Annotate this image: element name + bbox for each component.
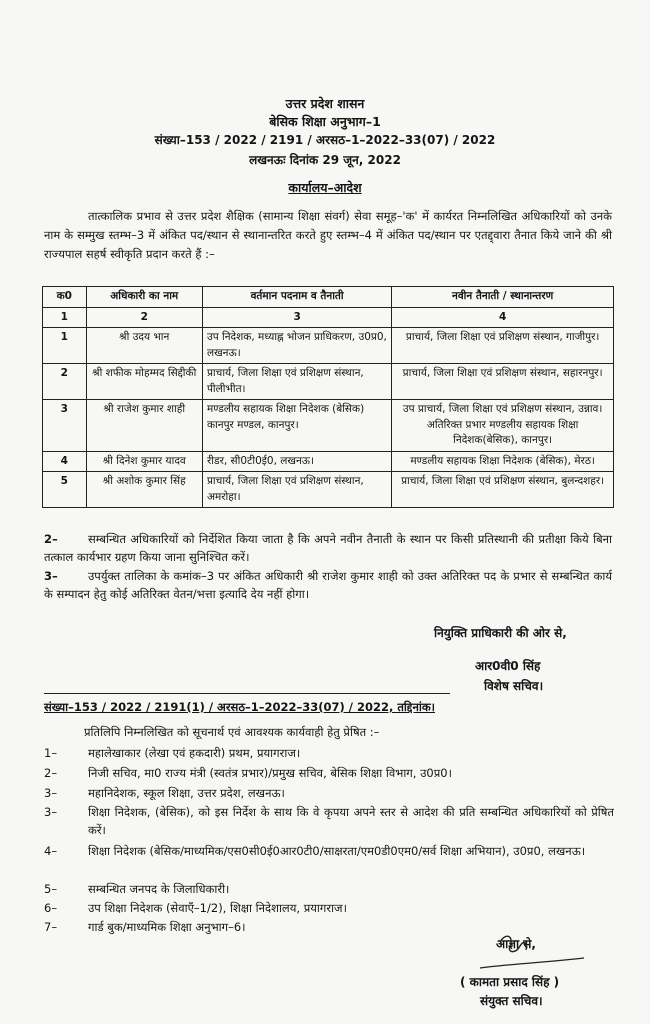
officer-name-cell: श्री अशोक कुमार सिंह [86, 472, 202, 508]
list-item-text: महानिदेशक, स्कूल शिक्षा, उत्तर प्रदेश, लखनऊ। [88, 786, 285, 800]
list-item-text: महालेखाकार (लेखा एवं हकदारी) प्रथम, प्रयागराज। [88, 746, 301, 760]
new-post-cell [392, 328, 614, 364]
list-item [44, 842, 614, 860]
list-item [44, 744, 614, 762]
list-item-text: शिक्षा निदेशक (बेसिक/माध्यमिक/एस0सी0ई0आर0टी0/साक्षरता/एम0डी0एम0/सर्व शिक्षा अभियान), उ0प्र0, लखनऊ। [88, 844, 586, 858]
additional-charge-text: अतिरिक्त प्रभार मण्डलीय सहायक शिक्षा निदेशक(बेसिक), कानपुर। [426, 418, 579, 446]
list-item-number: 6– [44, 901, 58, 915]
column-number: 1 [43, 307, 87, 328]
on-behalf-of-authority: नियुक्ति प्राधिकारी की ओर से, [434, 626, 567, 640]
new-post-text: मण्डलीय सहायक शिक्षा निदेशक (बेसिक), मेरठ। [410, 454, 595, 467]
copy-reference-number: संख्या–153 / 2022 / 2191(1) / अरसठ–1–2022–33(07) / 2022, तद्दिनांक। [44, 700, 436, 714]
issuing-government: उत्तर प्रदेश शासन [285, 96, 365, 111]
list-item-text: शिक्षा निदेशक, (बेसिक), को इस निर्देश के साथ कि वे कृपया अपने स्तर से आदेश की प्रति सम्बन्धित अधिकारियों को प्रेषित करें। [88, 805, 614, 837]
officer-name-cell: श्री राजेश कुमार शाही [86, 400, 202, 452]
handwritten-signature-icon [470, 920, 590, 975]
serial-cell: 2 [43, 364, 87, 400]
paragraph-3 [44, 567, 612, 603]
signatory-designation: विशेष सचिव। [484, 679, 544, 693]
current-post-cell: प्राचार्य, जिला शिक्षा एवं प्रशिक्षण संस्थान, अमरोहा। [202, 472, 391, 508]
issuing-section: बेसिक शिक्षा अनुभाग–1 [269, 114, 381, 129]
list-item-number: 3– [44, 786, 58, 800]
list-item-number: 5– [44, 882, 58, 896]
new-post-cell [392, 400, 614, 452]
transfer-table [42, 286, 614, 508]
signatory-name: आर0वी0 सिंह [475, 659, 541, 673]
column-number: 3 [202, 307, 391, 328]
column-number-row [43, 307, 614, 328]
closing-phrase: आज्ञा से, [496, 937, 536, 951]
column-number: 2 [86, 307, 202, 328]
officer-name-cell: श्री उदय भान [86, 328, 202, 364]
document-title: कार्यालय–आदेश [288, 180, 362, 195]
table-row [43, 451, 614, 472]
intro-paragraph: तात्कालिक प्रभाव से उत्तर प्रदेश शैक्षिक (सामान्य शिक्षा संवर्ग) सेवा समूह–'क' में कार्यरत निम्नलिखित अधिकारियों को उनके नाम के सम्मुख स्तम्भ–3 में अंकित पद/स्थान से स्थानान्तरित करते हुए स्तम्भ–4 में अंकित पद/स्थान पर एतद्द्वारा तैनात किये जाने की श्री राज्यपाल सहर्ष स्वीकृति प्रदान करते हैं :– [44, 209, 612, 261]
paragraph-2 [44, 530, 612, 566]
column-number: 4 [392, 307, 614, 328]
paragraph-number: 3– [44, 569, 58, 583]
header-serial: क0 [43, 287, 87, 308]
paragraph-number: 2– [44, 532, 58, 546]
list-item-text: निजी सचिव, मा0 राज्य मंत्री (स्वतंत्र प्रभार)/प्रमुख सचिव, बेसिक शिक्षा विभाग, उ0प्र0। [88, 766, 452, 780]
current-post-cell: रीडर, सी0टी0ई0, लखनऊ। [202, 451, 391, 472]
serial-cell: 4 [43, 451, 87, 472]
table-header-row [43, 287, 614, 308]
list-item-text: गार्ड बुक/माध्यमिक शिक्षा अनुभाग–6। [88, 920, 246, 934]
new-post-cell [392, 364, 614, 400]
paragraph-text: उपर्युक्त तालिका के कमांक–3 पर अंकित अधिकारी श्री राजेश कुमार शाही को उक्त अतिरिक्त पद के प्रभार से सम्बन्धित कार्य के सम्पादन हेतु कोई अतिरिक्त वेतन/भत्ता इत्यादि देय नहीं होगा। [44, 569, 612, 601]
table-row [43, 328, 614, 364]
list-item-number: 1– [44, 746, 58, 760]
list-item-number: 3– [44, 805, 58, 819]
new-post-text: प्राचार्य, जिला शिक्षा एवं प्रशिक्षण संस्थान, बुलन्दशहर। [401, 475, 605, 487]
list-item [44, 803, 614, 839]
list-item-text: उप शिक्षा निदेशक (सेवाएँ–1/2), शिक्षा निदेशालय, प्रयागराज। [88, 901, 347, 915]
reference-number: संख्या–153 / 2022 / 2191 / अरसठ–1–2022–33(07) / 2022 [154, 133, 496, 147]
serial-cell: 1 [43, 328, 87, 364]
table-row [43, 364, 614, 400]
list-item-number: 4– [44, 844, 58, 858]
joint-secretary-name: ( कामता प्रसाद सिंह ) [460, 975, 560, 989]
paragraph-text: सम्बन्धित अधिकारियों को निर्देशित किया जाता है कि अपने नवीन तैनाती के स्थान पर किसी प्रतिस्थानी की प्रतीक्षा किये बिना तत्काल कार्यभार ग्रहण किया जाना सुनिश्चित करें। [44, 532, 612, 564]
serial-cell: 5 [43, 472, 87, 508]
officer-name-cell: श्री दिनेश कुमार यादव [86, 451, 202, 472]
list-item [44, 899, 614, 917]
officer-name-cell: श्री शफीक मोहम्मद सिद्दीकी [86, 364, 202, 400]
section-divider [44, 693, 450, 694]
current-post-cell: प्राचार्य, जिला शिक्षा एवं प्रशिक्षण संस्थान, पीलीभीत। [202, 364, 391, 400]
new-post-text: उप प्राचार्य, जिला शिक्षा एवं प्रशिक्षण संस्थान, उन्नाव। [402, 403, 603, 415]
new-post-text: प्राचार्य, जिला शिक्षा एवं प्रशिक्षण संस्थान, सहारनपुर। [402, 367, 603, 379]
new-post-cell [392, 472, 614, 508]
list-item-number: 7– [44, 920, 58, 934]
copy-intro: प्रतिलिपि निम्नलिखित को सूचनार्थ एवं आवश्यक कार्यवाही हेतु प्रेषित :– [84, 725, 380, 739]
list-item [44, 880, 614, 898]
header-officer-name: अधिकारी का नाम [86, 287, 202, 308]
new-post-cell [392, 451, 614, 472]
current-post-cell: मण्डलीय सहायक शिक्षा निदेशक (बेसिक) कानपुर मण्डल, कानपुर। [202, 400, 391, 452]
new-post-text: प्राचार्य, जिला शिक्षा एवं प्रशिक्षण संस्थान, गाजीपुर। [405, 331, 600, 343]
header-current-post: वर्तमान पदनाम व तैनाती [202, 287, 391, 308]
joint-secretary-designation: संयुक्त सचिव। [480, 994, 543, 1008]
serial-cell: 3 [43, 400, 87, 452]
table-row [43, 400, 614, 452]
table-row [43, 472, 614, 508]
list-item-number: 2– [44, 766, 58, 780]
list-item [44, 784, 614, 802]
list-item [44, 764, 614, 782]
issue-date: लखनऊः दिनांक 29 जून, 2022 [249, 153, 401, 167]
current-post-cell: उप निदेशक, मध्याह्न भोजन प्राधिकरण, उ0प्र0, लखनऊ। [202, 328, 391, 364]
list-item-text: सम्बन्धित जनपद के जिलाधिकारी। [88, 882, 230, 896]
header-new-post: नवीन तैनाती / स्थानान्तरण [392, 287, 614, 308]
